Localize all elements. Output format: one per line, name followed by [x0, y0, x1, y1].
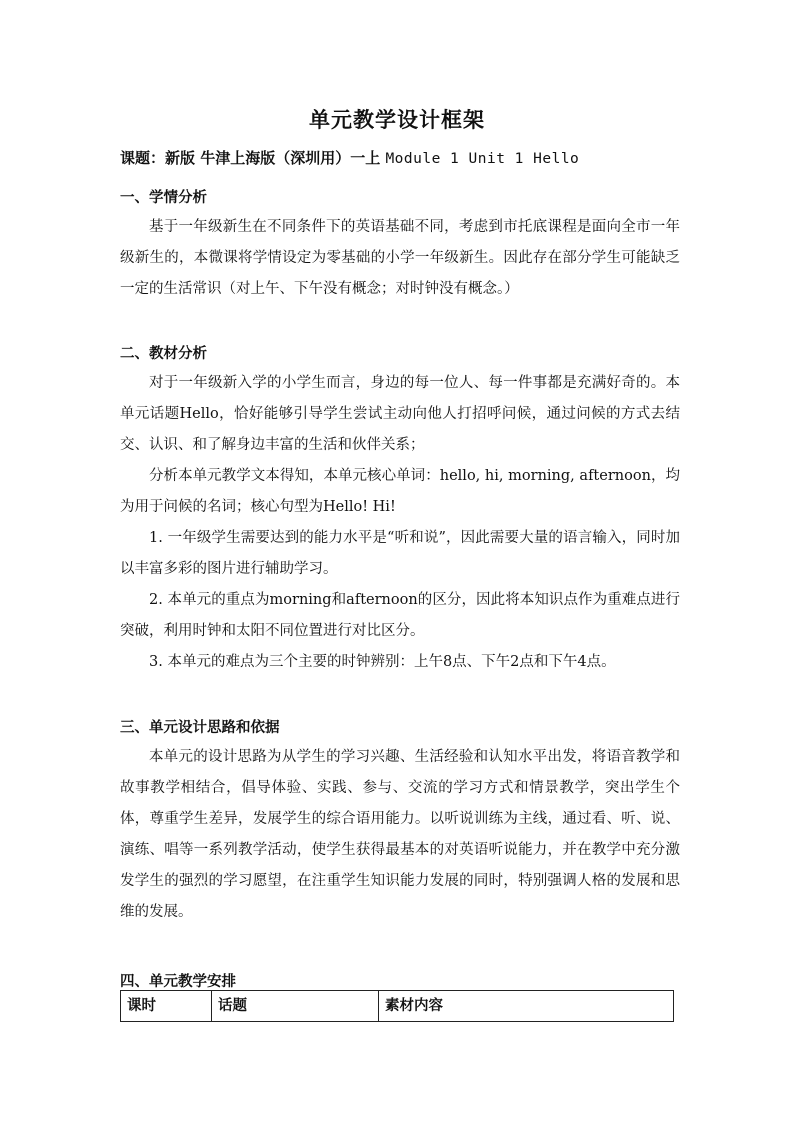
lesson-subject — [120, 147, 579, 168]
textbook-analysis-paragraph-1: 对于一年级新入学的小学生而言，身边的每一位人、每一件事都是充满好奇的。本单元话题Hello，恰好能够引导学生尝试主动向他人打招呼问候，通过问候的方式去结交、认识、和了解身边丰富的生活和伙伴关系； — [120, 375, 680, 453]
table-header-topic: 话题 — [212, 991, 379, 1022]
section-heading-design-rationale: 三、单元设计思路和依据 — [120, 719, 280, 736]
learner-analysis-paragraph: 基于一年级新生在不同条件下的英语基础不同，考虑到市托底课程是面向全市一年级新生的，本微课将学情设定为零基础的小学一年级新生。因此存在部分学生可能缺乏一定的生活常识（对上午、下午没有概念；对时钟没有概念。） — [120, 219, 680, 297]
subject-code: Module 1 Unit 1 Hello — [385, 151, 580, 167]
page-title: 单元教学设计框架 — [309, 107, 485, 132]
table-header-materials: 素材内容 — [379, 991, 674, 1022]
textbook-analysis-point-1: 1. 一年级学生需要达到的能力水平是“听和说”，因此需要大量的语言输入，同时加以丰富多彩的图片进行辅助学习。 — [120, 530, 680, 577]
section-heading-textbook-analysis: 二、教材分析 — [120, 345, 207, 362]
table-header-lesson: 课时 — [121, 991, 212, 1022]
subject-label: 课题：新版 牛津上海版（深圳用）一上 — [120, 149, 386, 167]
unit-schedule-table — [120, 990, 674, 1022]
table-header-row — [121, 991, 674, 1022]
unit-schedule-table-wrap — [120, 990, 674, 1022]
section-heading-unit-schedule: 四、单元教学安排 — [120, 973, 236, 990]
section-heading-learner-analysis: 一、学情分析 — [120, 189, 207, 206]
textbook-analysis-point-2: 2. 本单元的重点为morning和afternoon的区分，因此将本知识点作为重难点进行突破，利用时钟和太阳不同位置进行对比区分。 — [120, 592, 680, 639]
textbook-analysis-point-3: 3. 本单元的难点为三个主要的时钟辨别：上午8点、下午2点和下午4点。 — [149, 654, 616, 670]
textbook-analysis-paragraph-2: 分析本单元教学文本得知，本单元核心单词：hello, hi, morning, afternoon，均为用于问候的名词；核心句型为Hello! Hi! — [120, 468, 680, 515]
design-rationale-paragraph: 本单元的设计思路为从学生的学习兴趣、生活经验和认知水平出发，将语音教学和故事教学相结合，倡导体验、实践、参与、交流的学习方式和情景教学，突出学生个体，尊重学生差异，发展学生的综合语用能力。以听说训练为主线，通过看、听、说、演练、唱等一系列教学活动，使学生获得最基本的对英语听说能力，并在教学中充分激发学生的强烈的学习愿望，在注重学生知识能力发展的同时，特别强调人格的发展和思维的发展。 — [120, 749, 680, 920]
